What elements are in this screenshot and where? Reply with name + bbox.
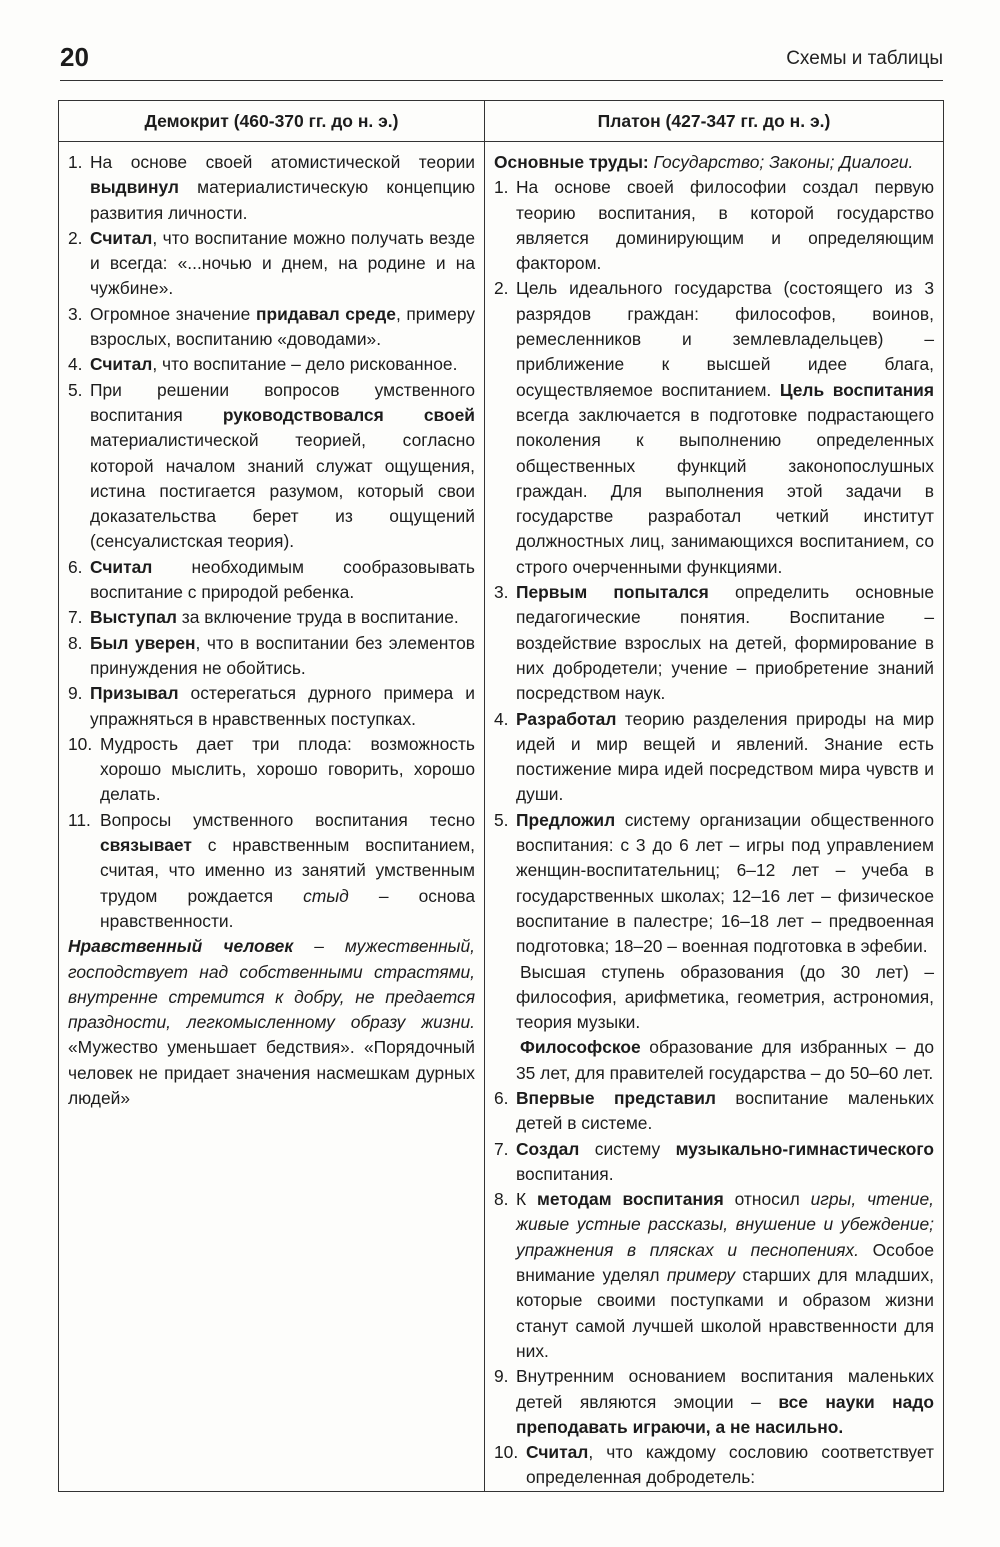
plato-item-1: [494, 175, 934, 276]
item-number: 9.: [68, 683, 83, 704]
democritus-item-7: [68, 605, 475, 630]
item-text: Считал необходимым сообразовывать воспитание с природой ребенка.: [90, 556, 475, 603]
plato-item-6: [494, 1086, 934, 1137]
plato-cell: [485, 142, 944, 1492]
democritus-item-10: [68, 732, 475, 808]
item-text: На основе своей философии создал первую теорию воспитания, в которой государство является доминирующим и определяющим фактором.: [516, 177, 934, 274]
democritus-list: [68, 150, 475, 808]
democritus-item-8: [68, 631, 475, 682]
plato-item-10: [494, 1440, 934, 1491]
item-number: 5.: [68, 379, 83, 400]
democritus-item-5: [68, 378, 475, 555]
item-number: 3.: [494, 582, 509, 603]
item-text: Внутренним основанием воспитания маленьких детей являются эмоции – все науки надо преподавать играючи, а не насильно.: [516, 1366, 934, 1437]
democritus-item-11: [68, 808, 475, 934]
democritus-item-9: [68, 681, 475, 732]
item-text: Считал, что воспитание можно получать везде и всегда: «...ночью и днем, на родине и на чужбине».: [90, 227, 475, 299]
plato-item-5-philosophy-education: Философское образование для избранных – до 35 лет, для правителей государства – до 50–60 лет.: [516, 1037, 934, 1083]
plato-item-5-higher-education: Высшая ступень образования (до 30 лет) – философия, арифметика, геометрия, астрономия, теория музыки.: [516, 961, 934, 1033]
item-text: Предложил систему организации общественного воспитания: с 3 до 6 лет – игры под управлением женщин-воспитательниц; 6–12 лет – учеба в государственных школах; 12–16 лет – физическое воспитание в палестре; 16–18 лет – предвоенная подготовка; 18–20 – военная подготовка в эфебии.: [516, 809, 934, 957]
plato-item-4: [494, 707, 934, 808]
item-number: 8.: [494, 1189, 509, 1210]
item-number: 1.: [494, 177, 509, 198]
plato-item-5: [494, 808, 934, 960]
section-title: Схемы и таблицы: [786, 48, 943, 69]
plato-item-9: [494, 1364, 934, 1440]
plato-item-7: [494, 1137, 934, 1188]
item-number: 10.: [68, 733, 93, 754]
item-text: Первым попытался определить основные педагогические понятия. Воспитание – воздействие взрослых на детей, формирование в них добродетели; учение – приобретение знаний посредством наук.: [516, 582, 935, 704]
plato-item-2: [494, 276, 934, 580]
item-number: 9.: [494, 1366, 509, 1387]
democritus-cell: [59, 142, 485, 1492]
item-text: Выступал за включение труда в воспитание.: [90, 607, 459, 628]
item-text: Цель идеального государства (состоящего из 3 разрядов граждан: философов, воинов, ремесленников и землевладельцев) – приближение к высшей идее блага, осуществляемое воспитанием. Цель воспитания всегда заключается в подготовке подрастающего поколения к выполнению определенных общественных функций законопослушных граждан. Для выполнения этой задачи в государстве разработал четкий институт должностных лиц, занимающихся воспитанием, со строго очерченными функциями.: [516, 278, 934, 577]
page-number: 20: [60, 42, 89, 72]
page-header: [60, 40, 943, 81]
item-number: 3.: [68, 303, 83, 324]
item-text: К методам воспитания относил игры, чтение, живые устные рассказы, внушение и убеждение; упражнения в плясках и песнопениях. Особое внимание уделял примеру старших для младших, которые своими поступками и образом жизни станут самой лучшей школой нравственности для них.: [516, 1189, 934, 1361]
democritus-item-4: [68, 352, 475, 377]
item-text: При решении вопросов умственного воспитания руководствовался своей материалистической теорией, согласно которой началом знаний служат ощущения, истина постигается разумом, который свои доказательства берет из ощущений (сенсуалистская теория).: [90, 379, 475, 552]
item-number: 2.: [494, 278, 509, 299]
column-header-democritus: Демокрит (460-370 гг. до н. э.): [59, 101, 485, 142]
item-text: Впервые представил воспитание маленьких детей в системе.: [516, 1087, 934, 1134]
democritus-item-3: [68, 302, 475, 353]
item-number: 4.: [494, 708, 509, 729]
item-text: Создал систему музыкально-гимнастического воспитания.: [516, 1138, 934, 1184]
table-header-row: [59, 101, 944, 142]
item-text: Вопросы умственного воспитания тесно связывает с нравственным воспитанием, считая, что именно из занятий умственным трудом рождается стыд – основа нравственности.: [100, 809, 475, 931]
item-number: 2.: [68, 227, 83, 248]
democritus-item-6: [68, 555, 475, 606]
democritus-item-2: [68, 226, 475, 302]
plato-works: Основные труды: Государство; Законы; Диалоги.: [494, 152, 914, 172]
comparison-table: [58, 100, 944, 1492]
item-number: 7.: [494, 1138, 509, 1159]
item-number: 1.: [68, 152, 83, 172]
item-text: Мудрость дает три плода: возможность хорошо мыслить, хорошо говорить, хорошо делать.: [100, 733, 475, 805]
item-number: 6.: [494, 1087, 509, 1108]
item-number: 4.: [68, 354, 83, 375]
item-text: Разработал теорию разделения природы на мир идей и мир вещей и явлений. Знание есть постижение мира идей посредством мира чувств и души.: [516, 708, 934, 805]
democritus-item-1: [68, 150, 475, 226]
moral-person-paragraph: Нравственный человек – мужественный, господствует над собственными страстями, внутренне стремится к добру, не предается праздности, легкомысленному образу жизни. «Мужество уменьшает бедствия». «Порядочный человек не придает значения насмешкам дурных людей»: [68, 936, 475, 1108]
item-text: Призывал остерегаться дурного примера и упражняться в нравственных поступках.: [90, 683, 475, 729]
table-body-row: [59, 142, 944, 1492]
item-number: 8.: [68, 632, 83, 653]
item-number: 5.: [494, 809, 509, 830]
item-number: 11.: [68, 809, 91, 830]
item-text: Был уверен, что в воспитании без элементов принуждения не обойтись.: [90, 632, 475, 678]
item-text: На основе своей атомистической теории выдвинул материалистическую концепцию развития личности.: [90, 152, 475, 223]
column-header-plato: Платон (427-347 гг. до н. э.): [485, 101, 944, 142]
item-text: Считал, что каждому сословию соответствует определенная добродетель:: [526, 1442, 934, 1488]
plato-item-8: [494, 1187, 934, 1364]
item-number: 6.: [68, 556, 83, 577]
item-number: 7.: [68, 607, 83, 628]
item-text: Считал, что воспитание – дело рискованное.: [90, 354, 458, 375]
item-number: 10.: [494, 1442, 519, 1463]
item-text: Огромное значение придавал среде, примеру взрослых, воспитанию «доводами».: [90, 303, 475, 350]
plato-item-3: [494, 580, 934, 706]
